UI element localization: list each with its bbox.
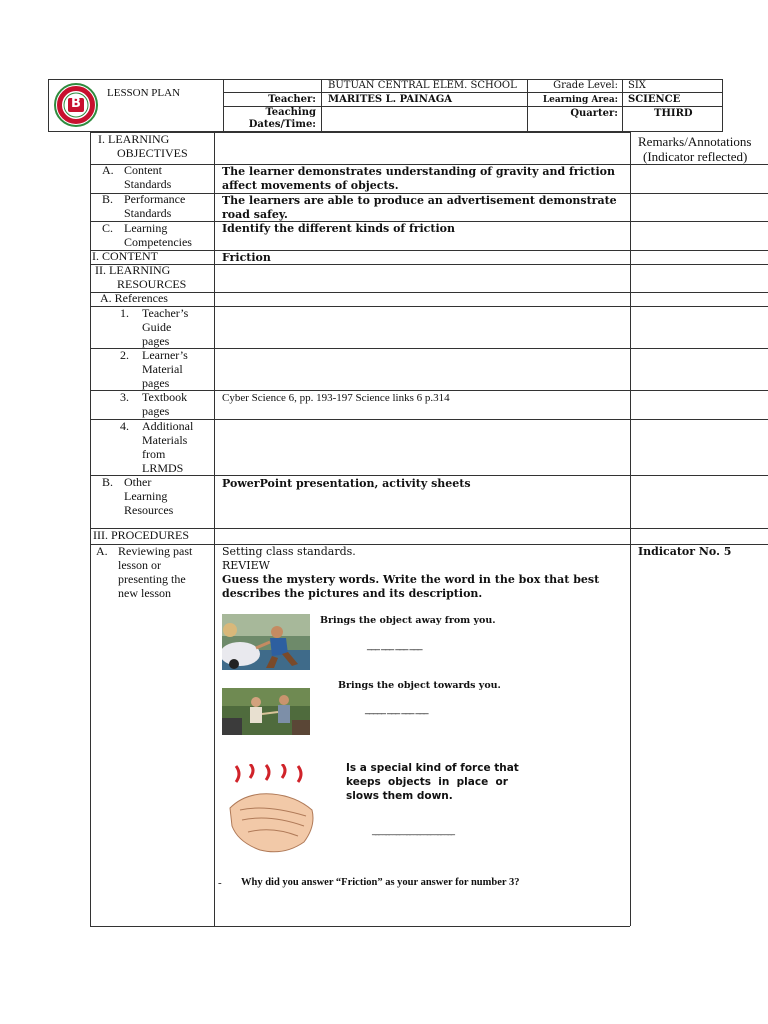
procedure-line-4: describes the pictures and its description. (222, 587, 483, 600)
additional-materials-label-1: Additional (142, 419, 194, 433)
content-standards-label-1: Content (124, 163, 162, 177)
learning-area-value: SCIENCE (628, 94, 681, 105)
push-picture (222, 614, 310, 670)
procedure-line-3: Guess the mystery words. Write the word in the box that best (222, 573, 600, 586)
competencies-letter: C. (102, 221, 114, 235)
content-standards-text-2: affect movements of objects. (222, 179, 399, 192)
performance-standards-letter: B. (102, 192, 114, 206)
resources-label-1: II. LEARNING (95, 263, 171, 277)
procedures-label: III. PROCEDURES (93, 528, 190, 542)
clue-3-line-3: slows them down. (346, 790, 453, 802)
pull-picture (222, 688, 310, 735)
teaching-dates-label-1: Teaching (265, 107, 316, 118)
clue-3-line-2: keeps objects in place or (346, 776, 508, 788)
competencies-text: Identify the different kinds of friction (222, 222, 455, 235)
indicator-text: Indicator No. 5 (638, 545, 732, 558)
additional-materials-label-4: LRMDS (142, 461, 184, 475)
teachers-guide-label-3: pages (142, 334, 170, 348)
grade-level-label: Grade Level: (553, 80, 618, 91)
resources-label-2: RESOURCES (117, 277, 187, 291)
blank-1: ___ ___ ___ ___ (367, 640, 422, 651)
other-resources-text: PowerPoint presentation, activity sheets (222, 477, 471, 490)
remarks-subheader: (Indicator reflected) (643, 149, 748, 164)
textbook-label-1: Textbook (142, 390, 188, 404)
teachers-guide-number: 1. (120, 306, 129, 320)
performance-standards-label-2: Standards (124, 206, 172, 220)
friction-hands-picture (226, 764, 318, 856)
school-name: BUTUAN CENTRAL ELEM. SCHOOL (328, 80, 517, 91)
additional-materials-label-2: Materials (142, 433, 188, 447)
content-standards-label-2: Standards (124, 177, 172, 191)
content-standards-letter: A. (102, 163, 114, 177)
review-label-4: new lesson (118, 586, 171, 600)
other-resources-label-1: Other (124, 475, 152, 489)
competencies-label-2: Competencies (124, 235, 192, 249)
learners-material-label-2: Material (142, 362, 183, 376)
performance-standards-text-1: The learners are able to produce an advertisement demonstrate (222, 194, 617, 207)
performance-standards-text-2: road safey. (222, 208, 288, 221)
additional-materials-label-3: from (142, 447, 166, 461)
textbook-text: Cyber Science 6, pp. 193-197 Science links 6 p.314 (222, 392, 450, 404)
teachers-guide-label-1: Teacher’s (142, 306, 189, 320)
performance-standards-label-1: Performance (124, 192, 186, 206)
question-dash: - (218, 877, 222, 889)
procedure-line-2: REVIEW (222, 559, 270, 572)
learners-material-label-3: pages (142, 376, 170, 390)
remarks-header: Remarks/Annotations (638, 134, 752, 149)
objectives-label-1: I. LEARNING (98, 132, 170, 146)
clue-2: Brings the object towards you. (338, 680, 501, 691)
blank-2: _____ ___ ___ ___ (365, 704, 428, 715)
clue-3-line-1: Is a special kind of force that (346, 762, 519, 774)
clue-1: Brings the object away from you. (320, 615, 496, 626)
teachers-guide-label-2: Guide (142, 320, 172, 334)
other-resources-label-3: Resources (124, 503, 174, 517)
grade-level-value: SIX (628, 80, 646, 91)
teaching-dates-label-2: Dates/Time: (248, 119, 316, 130)
learners-material-number: 2. (120, 348, 129, 362)
review-letter: A. (96, 544, 108, 558)
review-label-1: Reviewing past (118, 544, 193, 558)
textbook-number: 3. (120, 390, 129, 404)
review-label-2: lesson or (118, 558, 161, 572)
content-text: Friction (222, 251, 271, 264)
blank-3: ___ ___ ___ ___ ___ ___ ___ ___ (372, 826, 454, 836)
references-label: A. References (100, 291, 168, 305)
teacher-name: MARITES L. PAINAGA (328, 94, 453, 105)
other-resources-letter: B. (102, 475, 114, 489)
procedure-line-1: Setting class standards. (222, 545, 356, 558)
teacher-label: Teacher: (268, 94, 316, 105)
logo-letter: B (71, 96, 81, 111)
additional-materials-number: 4. (120, 419, 129, 433)
competencies-label-1: Learning (124, 221, 168, 235)
objectives-label-2: OBJECTIVES (117, 146, 188, 160)
review-label-3: presenting the (118, 572, 186, 586)
learning-area-label: Learning Area: (542, 95, 618, 105)
lesson-plan-title: LESSON PLAN (107, 87, 181, 99)
content-label: I. CONTENT (92, 249, 158, 263)
quarter-label: Quarter: (570, 108, 618, 119)
textbook-label-2: pages (142, 404, 170, 418)
quarter-value: THIRD (654, 108, 693, 119)
learners-material-label-1: Learner’s (142, 348, 188, 362)
content-standards-text-1: The learner demonstrates understanding of gravity and friction (222, 165, 615, 178)
other-resources-label-2: Learning (124, 489, 168, 503)
question-text: Why did you answer “Friction” as your answer for number 3? (241, 877, 520, 888)
